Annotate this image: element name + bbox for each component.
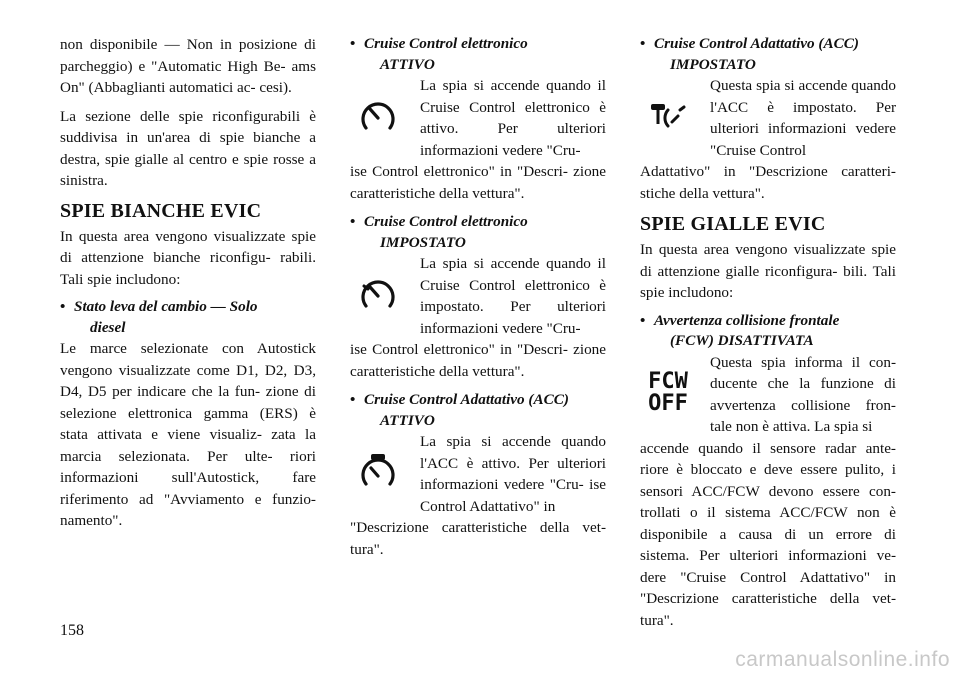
fcw-off-icon <box>640 352 696 434</box>
section-heading: SPIE BIANCHE EVIC <box>60 199 262 222</box>
bullet-item <box>350 390 606 431</box>
section-heading: SPIE GIALLE EVIC <box>640 213 826 235</box>
column-right <box>640 34 896 639</box>
bullet-item <box>350 34 606 75</box>
indicator-entry <box>350 390 606 560</box>
indicator-entry <box>350 34 606 204</box>
bullet-subtitle: diesel <box>90 318 126 336</box>
bullet-title: Stato leva del cambio — Solo <box>74 298 258 315</box>
paragraph: non disponibile — Non in posizione di parcheggio) e "Automatic High Be- ams On" (Abbaglianti automatici ac- cesi). <box>60 36 316 96</box>
bullet-item <box>640 34 896 75</box>
bullet-item <box>60 297 316 338</box>
watermark: carmanualsonline.info <box>735 648 950 671</box>
acc-car-gauge-icon <box>350 431 406 513</box>
bullet-title: Cruise Control elettronico <box>364 35 528 52</box>
fcw-icon-label: FCW <box>648 368 688 394</box>
fcw-icon-label: OFF <box>648 390 688 416</box>
bullet-title: Cruise Control Adattativo (ACC) <box>654 35 859 52</box>
bullet-dot: • <box>350 391 356 408</box>
bullet-title: Avvertenza collisione frontale <box>654 311 840 329</box>
indicator-description-cont: ise Control elettronico" in "Descri- zione caratteristiche della vettura". <box>350 163 606 202</box>
paragraph: In questa area vengono visualizzate spie di attenzione gialle riconfigura- bili. Tali spie includono: <box>640 241 896 301</box>
indicator-entry <box>640 311 896 632</box>
indicator-description-cont: accende quando il sensore radar ante- riore è bloccato e deve essere pulito, i sensori ACC/FCW devono essere con- trollati o il sistema ACC/FCW non è disponibile a causa di un errore di sistema. Per ulteriori informazioni ve- dere "Cruise Control Adattativo" in "Descrizione caratteristiche della vet- tura". <box>640 439 896 629</box>
indicator-description-cont: ise Control elettronico" in "Descri- zione caratteristiche della vettura". <box>350 341 606 380</box>
bullet-subtitle: ATTIVO <box>380 411 435 429</box>
bullet-subtitle: ATTIVO <box>380 55 435 73</box>
bullet-dot: • <box>640 311 646 329</box>
bullet-title: Cruise Control Adattativo (ACC) <box>364 391 569 408</box>
bullet-item <box>640 311 896 352</box>
indicator-description: Questa spia si accende quando l'ACC è impostato. Per ulteriori informazioni vedere "Cruise Control <box>710 77 896 159</box>
bullet-dot: • <box>60 298 66 315</box>
bullet-subtitle: IMPOSTATO <box>670 55 756 73</box>
bullet-dot: • <box>640 35 646 52</box>
bullet-dot: • <box>350 35 356 52</box>
page-number: 158 <box>60 622 84 639</box>
speedometer-icon <box>350 75 406 157</box>
indicator-description-cont: "Descrizione caratteristiche della vet- tura". <box>350 519 606 558</box>
indicator-description: La spia si accende quando l'ACC è attivo. Per ulteriori informazioni vedere "Cru- ise Control Adattativo" in <box>420 433 606 515</box>
bullet-subtitle: (FCW) DISATTIVATA <box>670 332 814 349</box>
indicator-description: La spia si accende quando il Cruise Control elettronico è attivo. Per ulteriori informazioni vedere "Cru- <box>420 77 606 159</box>
paragraph: La sezione delle spie riconfigurabili è suddivisa in un'area di spie bianche a destra, spie gialle al centro e spie rosse a sinistra. <box>60 107 316 189</box>
indicator-description: Questa spia informa il con- ducente che la funzione di avvertenza collisione fron- tale non è attiva. La spia si <box>710 353 896 435</box>
bullet-dot: • <box>350 213 356 230</box>
bullet-title: Cruise Control elettronico <box>364 213 528 230</box>
indicator-entry <box>640 34 896 204</box>
acc-car-gauge-set-icon <box>640 75 696 157</box>
bullet-subtitle: IMPOSTATO <box>380 233 466 251</box>
paragraph: Le marce selezionate con Autostick vengono visualizzate come D1, D2, D3, D4, D5 per indicare che la fun- zione di selezione elettronica gamma (ERS) è stata attivata e viene visualiz- zata la marcia selezionata. Per ulte- riori informazioni sull'Autostick, fare riferimento ad "Avviamento e funzio- namento". <box>60 340 316 529</box>
indicator-entry <box>350 212 606 382</box>
column-middle <box>350 34 606 568</box>
bullet-item <box>350 212 606 253</box>
indicator-description-cont: Adattativo" in "Descrizione caratteri- stiche della vettura". <box>640 163 896 202</box>
paragraph: In questa area vengono visualizzate spie di attenzione bianche riconfigu- rabili. Tali spie includono: <box>60 227 316 288</box>
indicator-description: La spia si accende quando il Cruise Control elettronico è impostato. Per ulteriori informazioni vedere "Cru- <box>420 255 606 337</box>
column-left <box>60 34 316 539</box>
speedometer-set-icon <box>350 253 406 335</box>
